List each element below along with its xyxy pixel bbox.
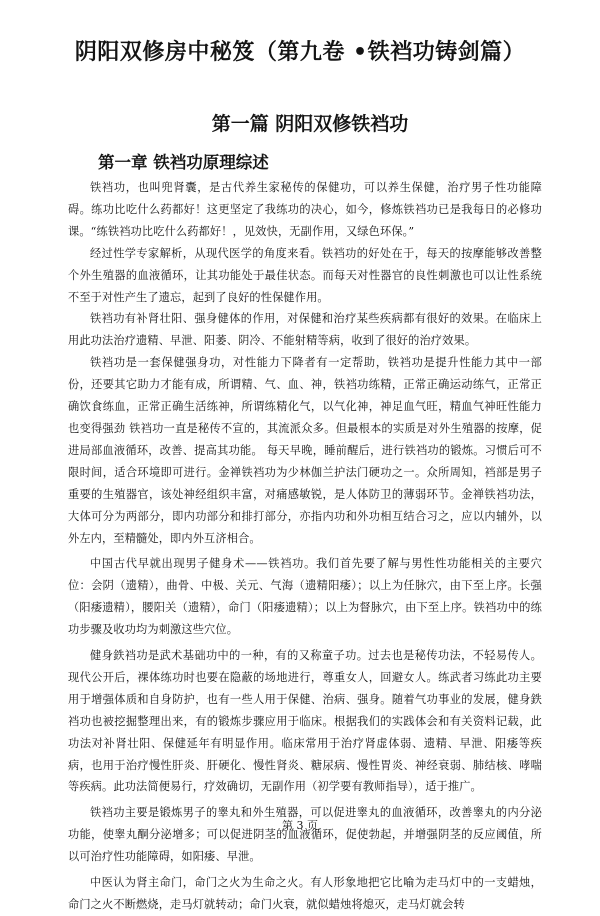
paragraph: 铁裆功有补肾壮阳、强身健体的作用，对保健和治疗某些疾病都有很好的效果。在临床上用此功法治疗遗精、早泄、阳萎、阴冷、不能射精等病，收到了很好的治疗效果。: [68, 312, 542, 348]
paragraph: 中医认为肾主命门，命门之火为生命之火。有人形象地把它比喻为走马灯中的一支蜡烛，命门之火不断燃烧，走马灯就转动；命门火衰，就似蜡烛将熄灭，走马灯就会转: [68, 876, 542, 911]
paragraph: 经过性学专家解析，从现代医学的角度来看。铁裆功的好处在于，每天的按摩能够改善整个外生殖器的血液循环，让其功能处于最佳状态。而每天对性器官的良性刺激也可以让性系统不至于对性产生了遗忘，起到了良好的性保健作用。: [68, 246, 542, 304]
paragraph: 铁裆功是一套保健强身功，对性能力下降者有一定帮助，铁裆功是提升性能力其中一部份，还要其它助力才能有成，所谓精、气、血、神，铁裆功练精，正常正确运动练气，正常正确饮食练血，正常正确生活练神，所谓练精化气，以气化神，神足血气旺，精血气神旺性能力也变得强劲 铁裆功一直是秘传不宣的，其流派众多。但最根本的实质是对外生殖器的按摩，促进局部血液循环，改善、提高其功能。 每天早晚，睡前醒后，进行铁裆功的锻炼。习惯后可不限时间，适合环境即可进行。金禅铁裆功为少林伽兰护法门硬功之一。众所周知，裆部是男子重要的生殖器官，该处神经组织丰富，对痛感敏锐，是人体防卫的薄弱环节。金禅铁裆功法，大体可分为两部分，即内功部分和排打部分，亦指内功和外功相互结合习之，应以内辅外，以外左内，至精髓处，即内外互济相合。: [68, 356, 542, 545]
chapter-title: 第一章 铁裆功原理综述: [98, 153, 269, 172]
book-title: 阴阳双修房中秘笈（第九卷 •铁裆功铸剑篇）: [74, 40, 526, 65]
paragraph: 铁裆功主要是锻炼男子的睾丸和外生殖器，可以促进睾丸的血液循环，改善睾丸的内分泌功能，使睾丸酮分泌增多；可以促进阴茎的血液循环，促使勃起，并增强阴茎的反应阈值，所以可治疗性功能障碍，如阳痿、早泄。: [68, 806, 542, 864]
paragraph: 健身鉄裆功是武术基础功中的一种，有的又称童子功。过去也是秘传功法，不轻易传人。现代公开后，裸体练功时也要在隐蔽的场地进行，尊重女人，回避女人。练武者习练此功主要用于增强体质和自身防护，也有一些人用于保健、治病、强身。随着气功事业的发展，健身鉄裆功也被挖掘整理出来，有的锻炼步骤应用于临床。根据我们的实践体会和有关资料记载，此功法对补肾壮阳、保健延年有明显作用。临床常用于治疗肾虚体弱、遗精、早泄、阳痿等疾病，也用于治疗慢性肝炎、肝硬化、慢性肾炎、糖尿病、慢性胃炎、神经衰弱、肺结核、哮喘等疾病。此功法简便易行，疗效确切，无副作用（初学要有教师指导），适于推广。: [68, 649, 542, 794]
body-text: [68, 177, 542, 916]
paragraph: 铁裆功，也叫兜肾囊，是古代养生家秘传的保健功，可以养生保健，治疗男子性功能障碍。练功比吃什么药都好！这更坚定了我练功的决心，如今，修炼铁裆功已是我每日的必修功课。“练铁裆功比吃什么药都好！，见效快，无副作用，又绿色环保。”: [68, 181, 542, 238]
part-title: 第一篇 阴阳双修铁裆功: [211, 113, 409, 135]
page-number: 第 3 页: [282, 819, 318, 832]
paragraph: 中国古代早就出现男子健身术——铁裆功。我们首先要了解与男性性功能相关的主要穴位：会阴（遗精），曲骨、中极、关元、气海（遗精阳痿）；以上为任脉穴，由下至上序。长强（阳痿遗精），腰阳关（遗精），命门（阳痿遗精）；以上为督脉穴，由下至上序。铁裆功中的练功步骤及收功均为刺激这些穴位。: [68, 557, 542, 637]
